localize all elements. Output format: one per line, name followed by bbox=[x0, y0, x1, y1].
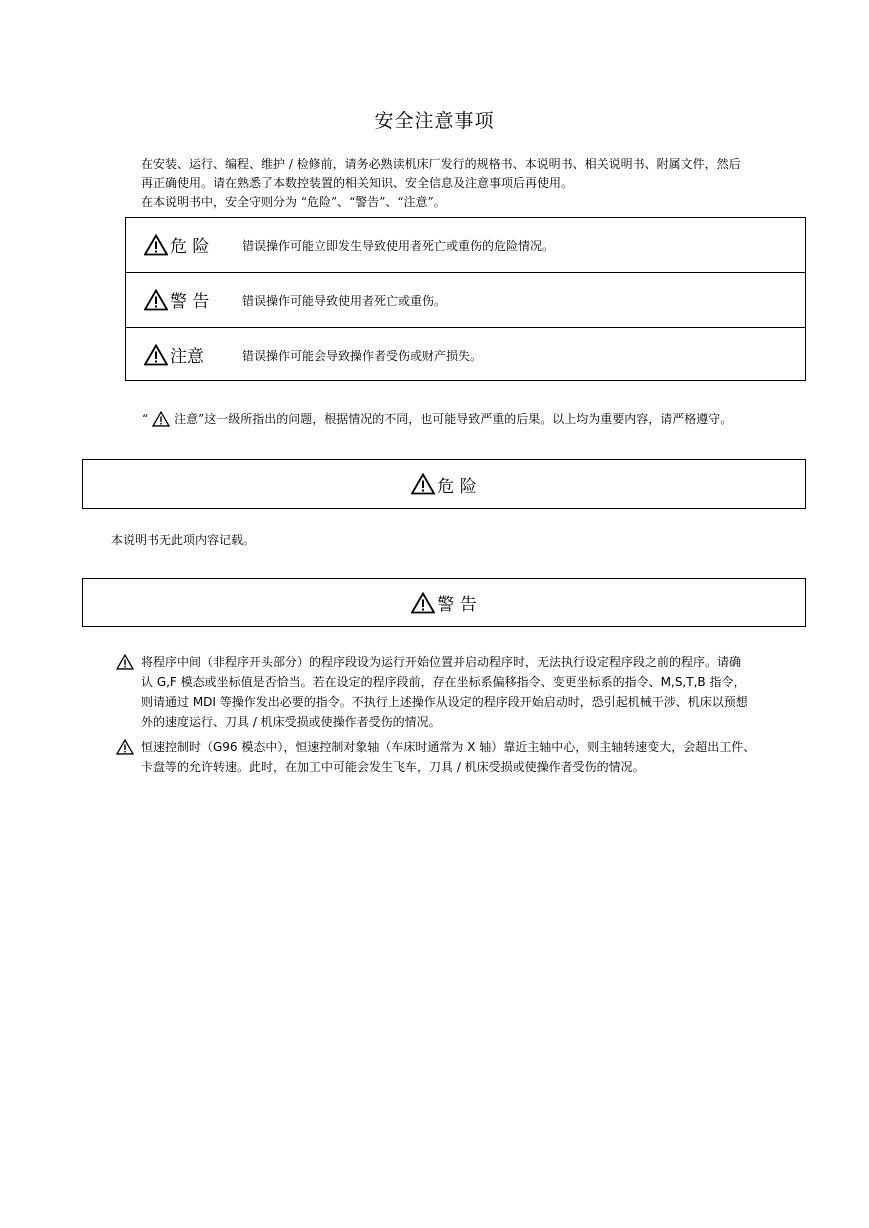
note-open-quote: “ bbox=[142, 411, 149, 426]
danger-section-header bbox=[82, 459, 806, 509]
safety-levels-table bbox=[125, 217, 806, 381]
level-row-warning bbox=[126, 273, 805, 328]
intro-line-1: 在安装、运行、编程、维护 / 检修前，请务必熟读机床厂发行的规格书、本说明书、相关说明书、附属文件，然后 bbox=[141, 157, 741, 171]
warning-triangle-icon bbox=[116, 739, 134, 755]
level-row-danger bbox=[126, 218, 805, 273]
warning-item-line: 认 G,F 模态或坐标值是否恰当。若在设定的程序段前，存在坐标系偏移指令、变更坐标系的指令、M,S,T,B 指令， bbox=[141, 675, 746, 689]
warning-item-line: 卡盘等的允许转速。此时，在加工中可能会发生飞车，刀具 / 机床受损或使操作者受伤的情况。 bbox=[141, 760, 645, 774]
level-description: 错误操作可能导致使用者死亡或重伤。 bbox=[242, 294, 447, 308]
warning-triangle-icon bbox=[152, 411, 170, 427]
warning-item-line: 外的速度运行、刀具 / 机床受损或使操作者受伤的情况。 bbox=[141, 715, 441, 729]
level-description: 错误操作可能立即发生导致使用者死亡或重伤的危险情况。 bbox=[242, 239, 555, 253]
caution-note bbox=[142, 410, 732, 427]
level-row-caution bbox=[126, 328, 805, 382]
warning-triangle-icon bbox=[144, 344, 168, 366]
warning-section-header bbox=[82, 578, 806, 627]
warning-item-line: 将程序中间（非程序开头部分）的程序段设为运行开始位置并启动程序时，无法执行设定程序段之前的程序。请确 bbox=[141, 655, 742, 669]
warning-item-line: 则请通过 MDI 等操作发出必要的指令。不执行上述操作从设定的程序段开始启动时，恐引起机械干涉、机床以预想 bbox=[141, 695, 748, 709]
warning-triangle-icon bbox=[116, 654, 134, 670]
intro-line-3: 在本说明书中，安全守则分为 “危险”、“警告”、“注意”。 bbox=[141, 195, 446, 209]
note-text: 这一级所指出的问题，根据情况的不同，也可能导致严重的后果。以上均为重要内容，请严格遵守。 bbox=[204, 412, 733, 426]
intro-line-2: 再正确使用。请在熟悉了本数控装置的相关知识、安全信息及注意事项后再使用。 bbox=[141, 176, 574, 190]
warning-triangle-icon bbox=[144, 234, 168, 256]
level-label: 注意 bbox=[170, 347, 204, 367]
level-description: 错误操作可能会导致操作者受伤或财产损失。 bbox=[242, 349, 483, 363]
warning-item bbox=[116, 652, 806, 734]
warning-triangle-icon bbox=[144, 289, 168, 311]
page-title: 安全注意事项 bbox=[374, 110, 495, 132]
level-label: 警 告 bbox=[170, 292, 210, 312]
section-heading: 危 险 bbox=[437, 476, 477, 497]
note-label: 注意” bbox=[174, 412, 205, 426]
warning-triangle-icon bbox=[411, 473, 435, 495]
warning-item bbox=[116, 737, 806, 779]
level-name-caution bbox=[144, 342, 204, 367]
level-name-warning bbox=[144, 287, 209, 312]
warning-triangle-icon bbox=[411, 592, 435, 614]
level-name-danger bbox=[144, 232, 209, 257]
warning-item-line: 恒速控制时（G96 模态中），恒速控制对象轴（车床时通常为 X 轴）靠近主轴中心，则主轴转速变大，会超出工件、 bbox=[141, 740, 756, 754]
section-heading: 警 告 bbox=[437, 595, 477, 615]
level-label: 危 险 bbox=[170, 237, 210, 257]
danger-section-body: 本说明书无此项内容记载。 bbox=[111, 533, 256, 547]
